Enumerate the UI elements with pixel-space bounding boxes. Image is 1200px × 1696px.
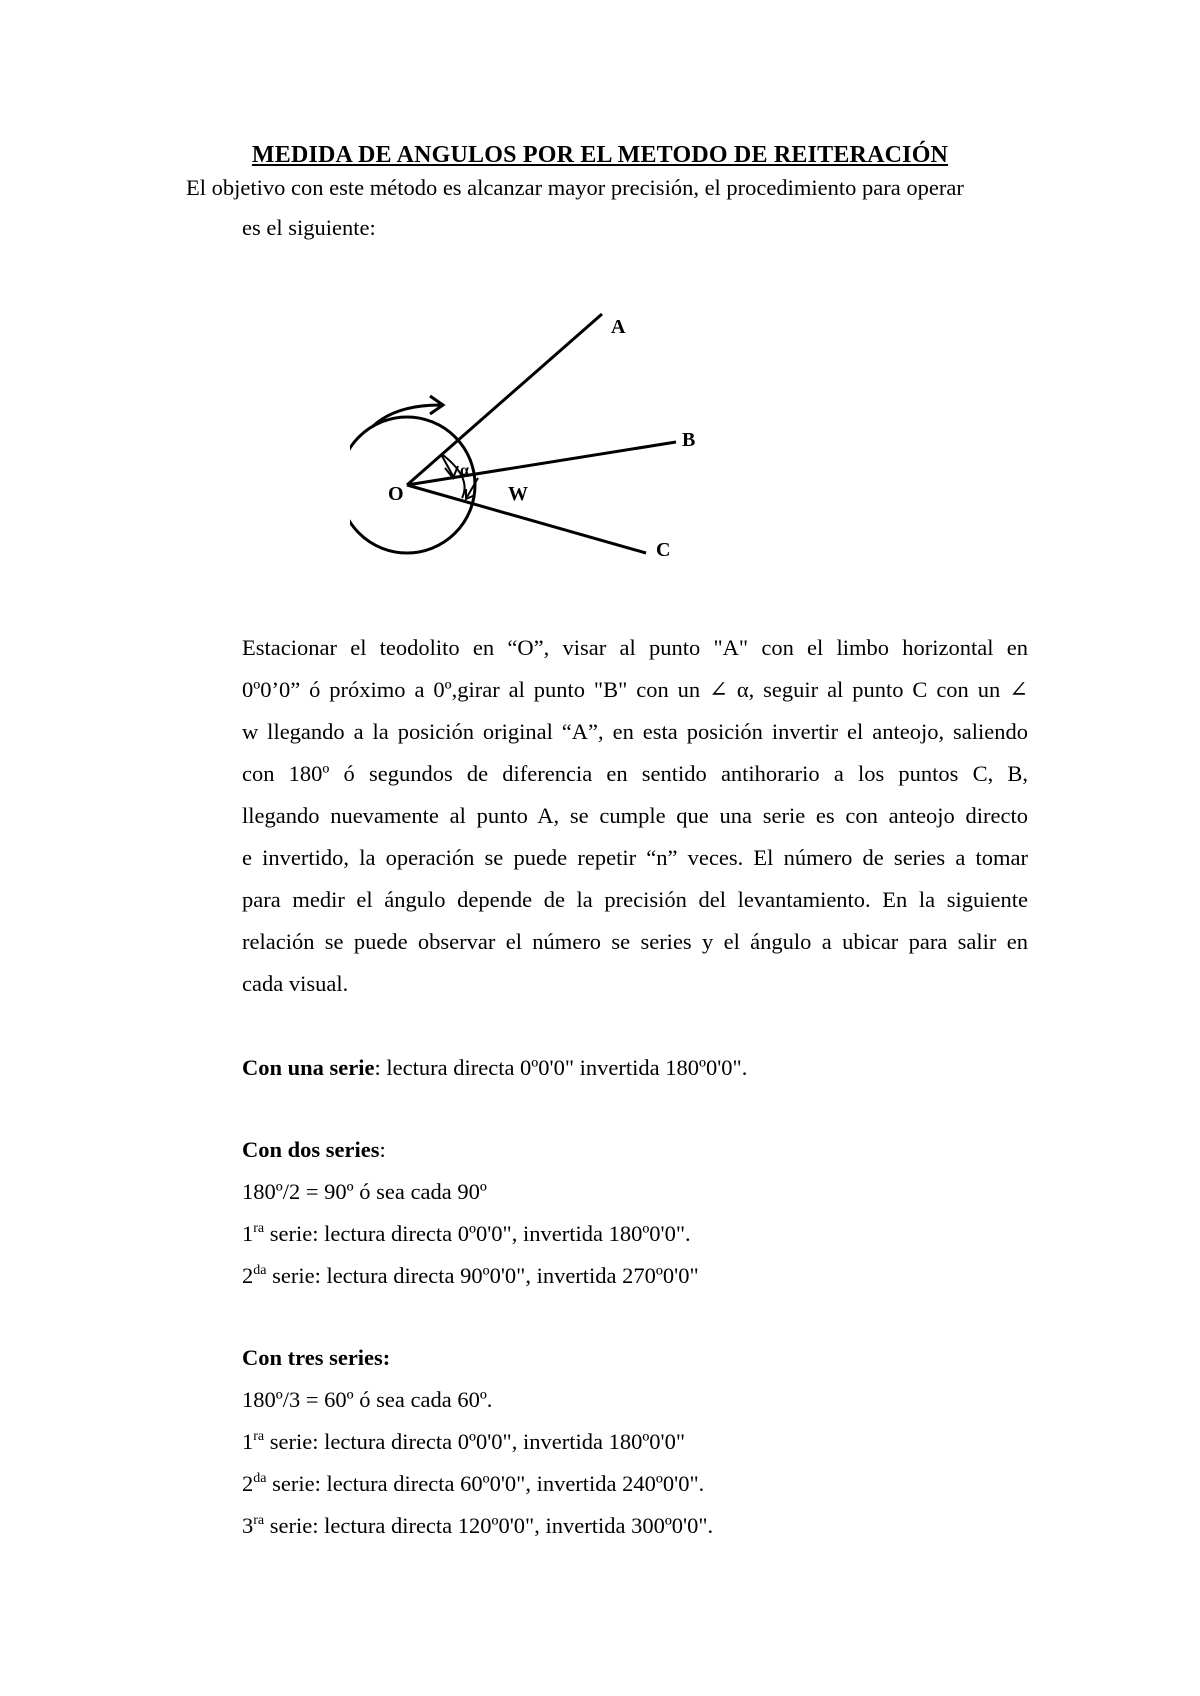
procedure-line: cada visual. (242, 971, 349, 996)
two-series-row (242, 1220, 691, 1248)
two-series-row (242, 1262, 699, 1290)
two-series-calc: 180º/2 = 90º ó sea cada 90º (242, 1179, 487, 1204)
three-series-heading: Con tres series: (242, 1345, 391, 1370)
intro-line-2: es el siguiente: (242, 215, 376, 240)
label-a: A (611, 316, 626, 338)
two-series-heading-suffix: : (379, 1137, 386, 1162)
one-series-text: : lectura directa 0º0'0" invertida 180º0'0". (374, 1055, 748, 1080)
row-number: 2 (242, 1263, 254, 1288)
label-b: B (682, 429, 696, 451)
procedure-line: w llegando a la posición original “A”, en esta posición invertir el anteojo, saliendo (242, 719, 1028, 744)
row-text: serie: lectura directa 90º0'0", invertida 270º0'0" (266, 1263, 699, 1288)
procedure-line: para medir el ángulo depende de la precisión del levantamiento. En la siguiente (242, 887, 1028, 912)
two-series-heading: Con dos series (242, 1137, 380, 1162)
three-series-row (242, 1428, 685, 1456)
three-series-calc: 180º/3 = 60º ó sea cada 60º. (242, 1387, 493, 1412)
one-series-heading: Con una serie (242, 1055, 375, 1080)
label-o: O (388, 483, 404, 505)
row-text: serie: lectura directa 120º0'0", invertida 300º0'0". (264, 1513, 714, 1538)
procedure-line: 0º0’0” ó próximo a 0º,girar al punto "B" con un ∠ α, seguir al punto C con un ∠ (242, 677, 1028, 702)
row-ordinal: da (253, 1471, 267, 1486)
procedure-line: relación se puede observar el número se series y el ángulo a ubicar para salir en (242, 929, 1028, 954)
procedure-line: e invertido, la operación se puede repetir “n” veces. El número de series a tomar (242, 845, 1028, 870)
row-number: 2 (242, 1471, 254, 1496)
procedure-line: con 180º ó segundos de diferencia en sentido antihorario a los puntos C, B, (242, 761, 1028, 786)
procedure-line: llegando nuevamente al punto A, se cumple que una serie es con anteojo directo (242, 803, 1028, 828)
one-series-line (242, 1054, 747, 1082)
intro-line-1: El objetivo con este método es alcanzar mayor precisión, el procedimiento para operar (186, 175, 964, 200)
page-title: MEDIDA DE ANGULOS POR EL METODO DE REITERACIÓN (251, 142, 949, 168)
two-series-heading-line (242, 1136, 386, 1164)
row-ordinal: ra (253, 1429, 265, 1444)
row-ordinal: da (253, 1263, 267, 1278)
label-c: C (656, 539, 671, 561)
three-series-row (242, 1470, 704, 1498)
angle-diagram (350, 300, 750, 570)
row-number: 1 (242, 1429, 254, 1454)
row-text: serie: lectura directa 0º0'0", invertida 180º0'0". (264, 1221, 691, 1246)
label-w: W (508, 483, 528, 505)
three-series-row (242, 1512, 713, 1540)
row-ordinal: ra (253, 1221, 265, 1236)
row-ordinal: ra (253, 1513, 265, 1528)
label-alpha: α (460, 462, 469, 479)
procedure-line: Estacionar el teodolito en “O”, visar al punto "A" con el limbo horizontal en (242, 635, 1028, 660)
row-number: 3 (242, 1513, 254, 1538)
row-number: 1 (242, 1221, 254, 1246)
row-text: serie: lectura directa 60º0'0", invertida 240º0'0". (266, 1471, 705, 1496)
row-text: serie: lectura directa 0º0'0", invertida 180º0'0" (264, 1429, 686, 1454)
